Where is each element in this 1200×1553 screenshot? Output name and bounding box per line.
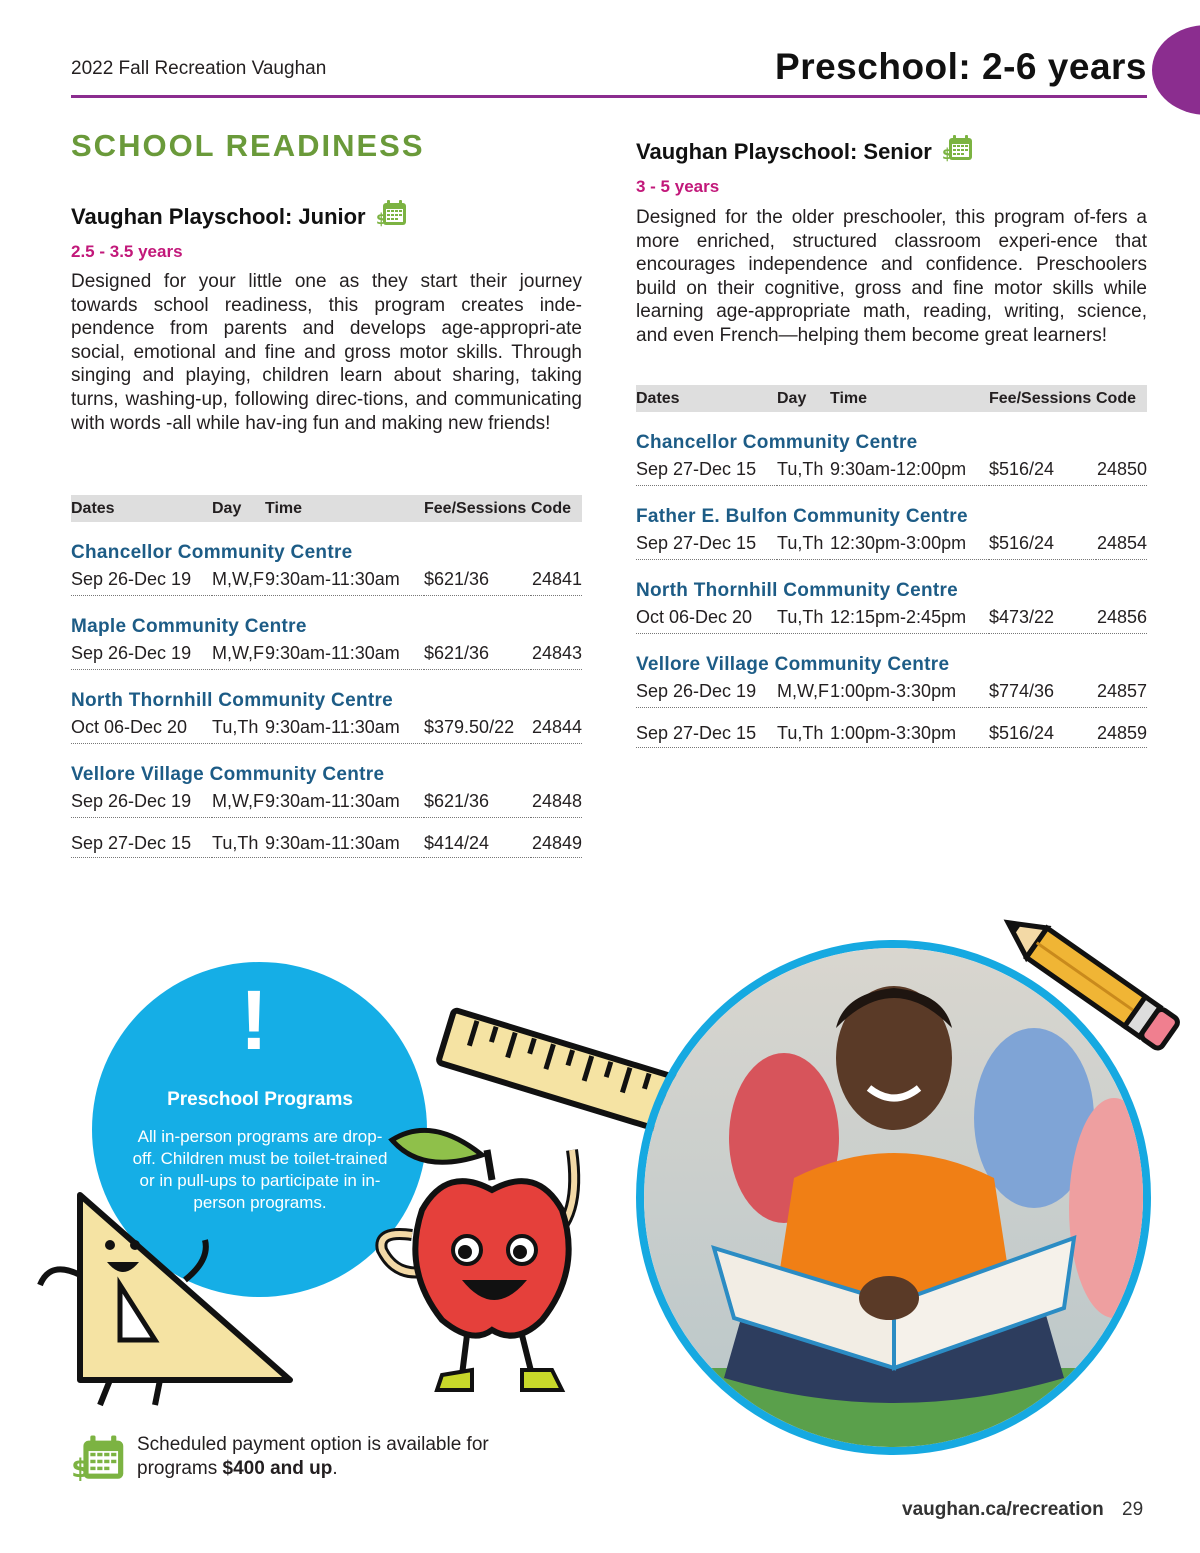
col-time: Time (265, 495, 424, 522)
cell-code: 24848 (531, 786, 582, 818)
cell-code: 24856 (1096, 602, 1147, 634)
cell-code: 24859 (1096, 708, 1147, 748)
cell-dates: Sep 27-Dec 15 (71, 818, 212, 858)
cell-day: Tu,Th (777, 602, 830, 634)
col-dates: Dates (636, 385, 777, 412)
cell-code: 24850 (1096, 454, 1147, 486)
cell-dates: Sep 26-Dec 19 (636, 676, 777, 708)
senior-description: Designed for the older preschooler, this program of-fers a more enriched, structured classroom experi-ence that encourages independence and confidence. Preschoolers build on their cognitive, gross and fine motor skills while learning age-appropriate math, reading, writing, science, and even French—helping them become great learners! (636, 207, 1147, 346)
payment-calendar-icon (942, 133, 974, 168)
cell-dates: Sep 26-Dec 19 (71, 564, 212, 596)
cell-day: M,W,F (212, 564, 265, 596)
col-time: Time (830, 385, 989, 412)
section-title: SCHOOL READINESS (71, 128, 425, 163)
cell-day: Tu,Th (212, 712, 265, 744)
cell-time: 12:30pm-3:00pm (830, 528, 989, 560)
location-name: North Thornhill Community Centre (71, 690, 394, 711)
table-row (636, 602, 1147, 634)
table-row (71, 712, 582, 744)
location-name: Maple Community Centre (71, 616, 307, 637)
header-divider (71, 95, 1147, 98)
junior-program-title: Vaughan Playschool: Junior (71, 204, 366, 229)
col-dates: Dates (71, 495, 212, 522)
cell-day: M,W,F (212, 638, 265, 670)
col-day: Day (212, 495, 265, 522)
senior-age-range: 3 - 5 years (636, 177, 720, 196)
cell-time: 1:00pm-3:30pm (830, 708, 989, 748)
cell-time: 9:30am-11:30am (265, 712, 424, 744)
table-row (636, 708, 1147, 748)
cell-dates: Oct 06-Dec 20 (71, 712, 212, 744)
senior-schedule-table (636, 385, 1147, 748)
col-code: Code (1096, 385, 1147, 412)
cell-time: 9:30am-12:00pm (830, 454, 989, 486)
section-tab (1152, 25, 1200, 115)
junior-age-range: 2.5 - 3.5 years (71, 242, 183, 261)
payment-calendar-icon (70, 1432, 128, 1489)
cell-day: Tu,Th (777, 454, 830, 486)
cell-code: 24849 (531, 818, 582, 858)
cell-fee: $621/36 (424, 638, 531, 670)
cell-fee: $621/36 (424, 564, 531, 596)
table-row (636, 454, 1147, 486)
junior-schedule-table (71, 495, 582, 858)
cell-day: Tu,Th (777, 528, 830, 560)
col-fee-sessions: Fee/Sessions (989, 385, 1096, 412)
table-row (71, 638, 582, 670)
cell-day: Tu,Th (212, 818, 265, 858)
senior-program-heading (636, 133, 974, 168)
cell-fee: $414/24 (424, 818, 531, 858)
cell-dates: Sep 27-Dec 15 (636, 528, 777, 560)
junior-description: Designed for your little one as they start their journey towards school readiness, this program creates inde-pendence from parents and develops age-appropri-ate social, emotional and fine and gross motor skills. Through singing and playing, children learn about sharing, taking turns, washing-up, following direc-tions, and communicating with words -all while hav-ing fun and making new friends! (71, 271, 582, 434)
svg-text:$: $ (942, 145, 953, 163)
table-row (636, 528, 1147, 560)
payment-calendar-icon (376, 198, 408, 233)
cell-code: 24843 (531, 638, 582, 670)
cell-fee: $379.50/22 (424, 712, 531, 744)
svg-text:$: $ (376, 210, 387, 228)
table-header-row (71, 495, 582, 522)
cell-dates: Oct 06-Dec 20 (636, 602, 777, 634)
cell-time: 9:30am-11:30am (265, 638, 424, 670)
table-row (71, 564, 582, 596)
payment-note-end: . (332, 1458, 338, 1479)
cell-code: 24857 (1096, 676, 1147, 708)
cell-code: 24844 (531, 712, 582, 744)
svg-text:$: $ (71, 1454, 90, 1484)
exclamation-mark: ! (240, 973, 268, 1067)
cell-fee: $621/36 (424, 786, 531, 818)
location-name: North Thornhill Community Centre (636, 580, 959, 601)
table-row (71, 786, 582, 818)
junior-program-heading (71, 198, 408, 233)
cell-fee: $473/22 (989, 602, 1096, 634)
cell-day: M,W,F (212, 786, 265, 818)
apple-character (372, 1120, 627, 1400)
cell-dates: Sep 27-Dec 15 (636, 454, 777, 486)
notice-title: Preschool Programs (167, 1089, 353, 1110)
col-day: Day (777, 385, 830, 412)
footer-url-link[interactable]: vaughan.ca/recreation (902, 1499, 1104, 1520)
payment-note-text: Scheduled payment option is available for programs (137, 1434, 489, 1479)
table-row (636, 676, 1147, 708)
cell-fee: $516/24 (989, 708, 1096, 748)
cell-time: 9:30am-11:30am (265, 786, 424, 818)
cell-time: 9:30am-11:30am (265, 564, 424, 596)
table-header-row (636, 385, 1147, 412)
senior-program-title: Vaughan Playschool: Senior (636, 139, 932, 164)
section-heading: Preschool: 2-6 years (775, 46, 1147, 87)
triangle-ruler-character (35, 1190, 325, 1415)
cell-dates: Sep 27-Dec 15 (636, 708, 777, 748)
cell-time: 1:00pm-3:30pm (830, 676, 989, 708)
cell-day: Tu,Th (777, 708, 830, 748)
location-name: Chancellor Community Centre (636, 432, 918, 453)
cell-fee: $774/36 (989, 676, 1096, 708)
payment-note (137, 1433, 557, 1481)
cell-fee: $516/24 (989, 528, 1096, 560)
location-name: Chancellor Community Centre (71, 542, 353, 563)
payment-note-threshold: $400 and up (222, 1458, 333, 1479)
cell-time: 9:30am-11:30am (265, 818, 424, 858)
cell-fee: $516/24 (989, 454, 1096, 486)
location-name: Father E. Bulfon Community Centre (636, 506, 968, 527)
col-code: Code (531, 495, 582, 522)
location-name: Vellore Village Community Centre (636, 654, 950, 675)
cell-dates: Sep 26-Dec 19 (71, 638, 212, 670)
cell-time: 12:15pm-2:45pm (830, 602, 989, 634)
cell-day: M,W,F (777, 676, 830, 708)
col-fee-sessions: Fee/Sessions (424, 495, 531, 522)
child-reading-photo (636, 940, 1151, 1455)
location-name: Vellore Village Community Centre (71, 764, 385, 785)
table-row (71, 818, 582, 858)
cell-code: 24854 (1096, 528, 1147, 560)
page-number: 29 (1122, 1499, 1144, 1520)
cell-dates: Sep 26-Dec 19 (71, 786, 212, 818)
notice-text: All in-person programs are drop-off. Children must be toilet-trained or in pull-ups to participate in in-person programs. (132, 1127, 388, 1212)
cell-code: 24841 (531, 564, 582, 596)
publication-title: 2022 Fall Recreation Vaughan (71, 58, 327, 79)
